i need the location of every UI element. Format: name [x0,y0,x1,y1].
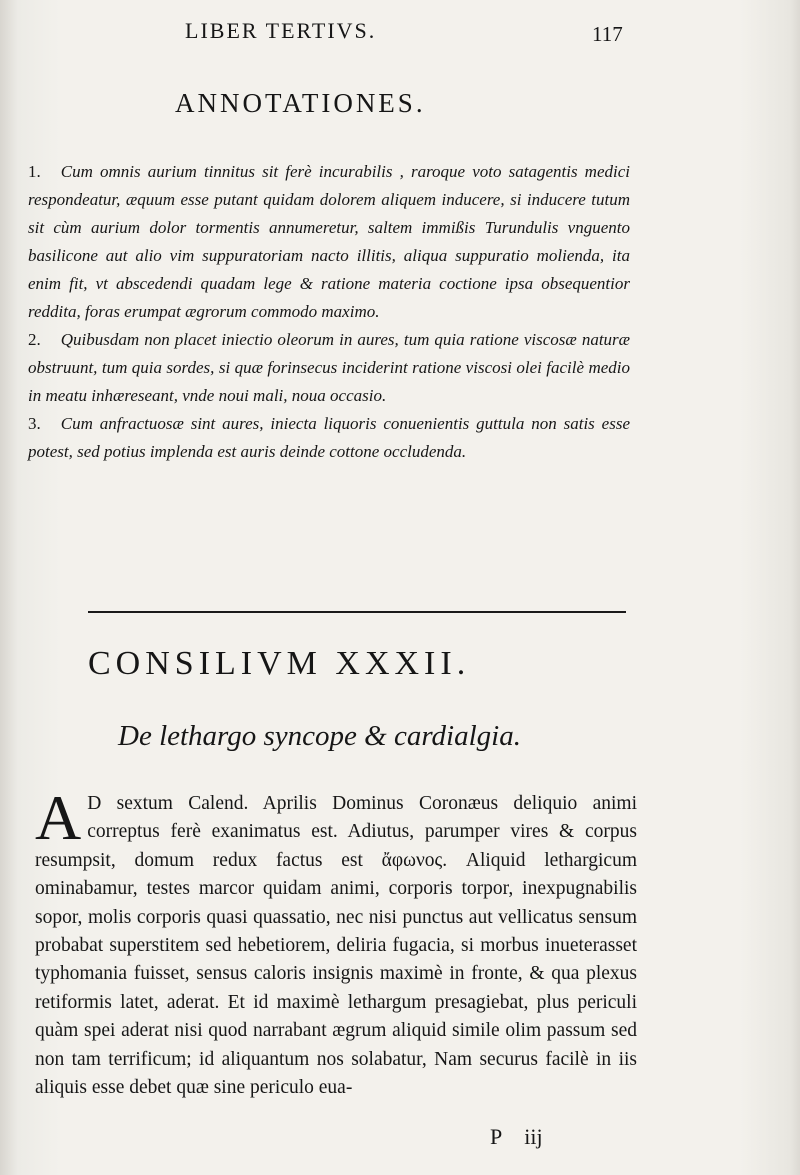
note-number: 3. [28,414,41,433]
note-text: Cum omnis aurium tinnitus sit ferè incurabilis , raroque voto satagentis medici respondeatur, æquum esse putant quidam dolorem aliquem inducere, si inducere tutum sit cùm aurium dolor tormentis annumeretur, saltem immißis Turundulis vnguento basilicone aut alio vim suppuratoriam nacto illitis, aliqua suppuratio molienda, ita enim fit, vt abscedendi quadam lege & ratione materia coctione ipsa obsequentior reddita, foras erumpat ægrorum commodo maximo. [28,162,630,321]
consilium-body [35,782,637,1102]
consilium-subtitle: De lethargo syncope & cardialgia. [118,720,521,752]
page-number: 117 [592,22,623,46]
signature-number: iij [524,1124,543,1149]
section-divider [88,611,626,613]
running-head: LIBER TERTIVS. [185,18,377,43]
annotation-note [28,158,630,326]
annotations-list [28,158,630,466]
note-number: 1. [28,162,41,181]
signature-mark: P [490,1124,503,1149]
annotation-note [28,326,630,410]
body-paragraph: D sextum Calend. Aprilis Dominus Coronæus deliquio animi correptus ferè exanimatus est. Adiutus, parumper vires & corpus resumpsit, domum redux factus est ἄφωνος. Aliquid lethargicum ominabamur, testes marcor quidam animi, corporis torpor, inexpugnabilis sopor, molis corporis quasi quassatio, nec nisi punctus aut vellicatus sensum probabat superstitem sed hebetiorem, deliria fugacia, si morbus inueterasset typhomania fuisset, sensus caloris insignis maximè in fronte, & qua plexus retiformis latet, aderat. Et id maximè lethargum presagiebat, plus periculi quàm spei aderat nisi quod narrabant ægrum aliquid simile olim passum sed non tam terrificum; id aliquantum nos solabatur, Nam securus facilè in iis aliquis esse debet quæ sine periculo eua- [35,793,637,1099]
annotations-heading: ANNOTATIONES. [175,88,426,118]
note-number: 2. [28,330,41,349]
note-text: Quibusdam non placet iniectio oleorum in aures, tum quia ratione viscosæ naturæ obstruunt, tum quia sordes, si quæ forinsecus inciderint ratione viscosi olei facilè medio in meatu inhæreseant, vnde noui mali, noua occasio. [28,330,630,405]
drop-capital: A [35,782,82,853]
signature-line [490,1124,650,1150]
note-text: Cum anfractuosæ sint aures, iniecta liquoris conuenientis guttula non satis esse potest, sed potius implenda est auris deinde cottone occludenda. [28,414,630,461]
consilium-heading: CONSILIVM XXXII. [88,645,471,682]
annotation-note [28,410,630,466]
